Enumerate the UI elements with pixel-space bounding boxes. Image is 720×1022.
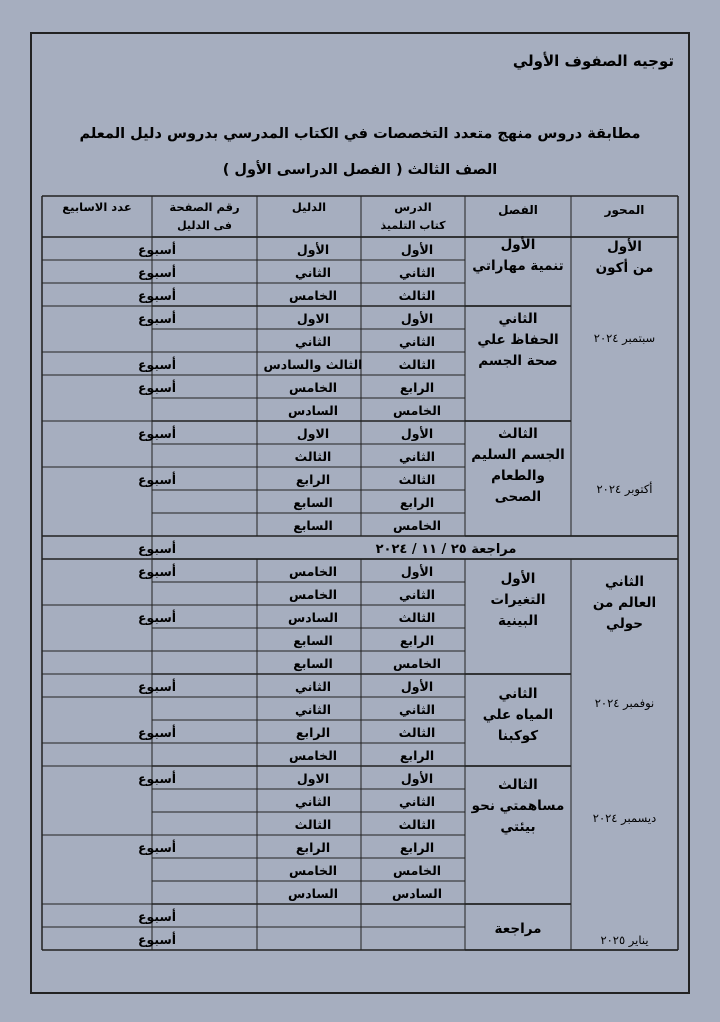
week-count: أسبوع	[138, 771, 177, 786]
week-count: أسبوع	[138, 472, 177, 487]
chapter-title: مساهمتي نحو	[471, 798, 565, 814]
guide-lesson: الثاني	[294, 679, 332, 694]
guide-lesson: الثاني	[294, 702, 332, 717]
chapter-title: الجسم السليم	[471, 447, 565, 463]
chapter-title: والطعام	[491, 468, 545, 484]
student-book-lesson: الرابع	[399, 840, 435, 855]
axis-title: الأول	[607, 239, 642, 255]
column-header-page: فى الدليل	[177, 219, 232, 232]
column-header-guide: الدليل	[291, 200, 327, 214]
month-label: سبتمبر ٢٠٢٤	[593, 331, 656, 345]
guide-lesson: السادس	[287, 886, 339, 901]
guide-lesson: الثالث	[294, 817, 332, 832]
chapter-title: الأول	[500, 237, 536, 253]
guide-lesson: الخامس	[288, 564, 338, 579]
chapter-title: الصحى	[494, 489, 542, 505]
student-book-lesson: الخامس	[392, 656, 442, 671]
guide-lesson: الرابع	[295, 725, 331, 740]
chapter-title: الأول	[500, 571, 536, 587]
guide-lesson: الاول	[296, 311, 330, 326]
student-book-lesson: الأول	[400, 771, 434, 786]
guide-lesson: الاول	[296, 771, 330, 786]
guide-lesson: الرابع	[295, 840, 331, 855]
week-count: أسبوع	[138, 242, 177, 257]
month-label: أكتوبر ٢٠٢٤	[596, 482, 653, 496]
column-header-chapter: الفصل	[498, 203, 538, 217]
column-header-page: رقم الصفحة	[169, 200, 240, 214]
student-book-lesson: الثالث	[398, 725, 436, 740]
week-count: أسبوع	[138, 725, 177, 740]
month-label: يناير ٢٠٢٥	[600, 933, 649, 947]
student-book-lesson: الرابع	[399, 495, 435, 510]
chapter-title: التغيرات	[490, 592, 546, 608]
student-book-lesson: الأول	[400, 564, 434, 579]
axis-title: الثاني	[604, 574, 645, 590]
column-header-lesson: الدرس	[394, 200, 432, 214]
column-header-axis: المحور	[604, 203, 645, 217]
guide-lesson: السادس	[287, 403, 339, 418]
guide-lesson: الثاني	[294, 334, 332, 349]
week-count: أسبوع	[138, 380, 177, 395]
student-book-lesson: الثاني	[398, 265, 436, 280]
guide-lesson: الرابع	[295, 472, 331, 487]
week-count: أسبوع	[138, 311, 177, 326]
chapter-title: صحة الجسم	[478, 353, 558, 369]
student-book-lesson: الأول	[400, 679, 434, 694]
student-book-lesson: الثالث	[398, 817, 436, 832]
student-book-lesson: الثالث	[398, 472, 436, 487]
chapter-title: تنمية مهاراتي	[472, 258, 564, 274]
chapter-title: البينية	[498, 613, 538, 629]
week-count: أسبوع	[138, 909, 177, 924]
student-book-lesson: الثالث	[398, 610, 436, 625]
week-count: أسبوع	[138, 932, 177, 947]
column-header-lesson: كتاب التلميذ	[380, 219, 446, 232]
student-book-lesson: الثاني	[398, 449, 436, 464]
chapter-title: الحفاظ علي	[477, 332, 559, 348]
student-book-lesson: الثاني	[398, 334, 436, 349]
guide-lesson: السابع	[293, 518, 333, 533]
student-book-lesson: الخامس	[392, 403, 442, 418]
supervision-title: توجيه الصفوف الأولي	[512, 52, 674, 70]
week-count: أسبوع	[138, 426, 177, 441]
student-book-lesson: الثاني	[398, 702, 436, 717]
guide-lesson: الأول	[296, 242, 330, 257]
chapter-title: المياه علي	[482, 707, 554, 723]
guide-lesson: الخامس	[288, 288, 338, 303]
chapter-title: الثالث	[498, 426, 538, 442]
guide-lesson: السابع	[293, 633, 333, 648]
axis-title: من أكون	[595, 260, 654, 276]
axis-title: العالم من	[592, 595, 657, 611]
month-label: ديسمبر ٢٠٢٤	[592, 811, 657, 825]
student-book-lesson: الأول	[400, 426, 434, 441]
week-count: أسبوع	[138, 840, 177, 855]
student-book-lesson: الثالث	[398, 357, 436, 372]
chapter-title: الثاني	[498, 686, 538, 702]
grade-semester-title: الصف الثالث ( الفصل الدراسى الأول )	[222, 162, 498, 178]
guide-lesson: السابع	[293, 656, 333, 671]
guide-lesson: الثالث	[294, 449, 332, 464]
week-count: أسبوع	[138, 265, 177, 280]
month-label: نوفمبر ٢٠٢٤	[594, 696, 655, 710]
week-count: أسبوع	[138, 564, 177, 579]
chapter-title: بيئتي	[500, 819, 536, 835]
guide-lesson: الثاني	[294, 794, 332, 809]
guide-lesson: الخامس	[288, 748, 338, 763]
student-book-lesson: الرابع	[399, 380, 435, 395]
student-book-lesson: الرابع	[399, 633, 435, 648]
guide-lesson: الاول	[296, 426, 330, 441]
chapter-title: مراجعة	[494, 921, 542, 937]
week-count: أسبوع	[138, 357, 177, 372]
chapter-title: الثالث	[498, 777, 538, 793]
student-book-lesson: الخامس	[392, 863, 442, 878]
student-book-lesson: الأول	[400, 242, 434, 257]
guide-lesson: الثاني	[294, 265, 332, 280]
student-book-lesson: الثاني	[398, 587, 436, 602]
guide-lesson: الخامس	[288, 587, 338, 602]
week-count: أسبوع	[138, 610, 177, 625]
column-header-weeks: عدد الاسابيع	[62, 200, 132, 214]
student-book-lesson: الرابع	[399, 748, 435, 763]
week-count: أسبوع	[138, 541, 177, 556]
student-book-lesson: الخامس	[392, 518, 442, 533]
guide-lesson: السابع	[293, 495, 333, 510]
week-count: أسبوع	[138, 679, 177, 694]
student-book-lesson: الثالث	[398, 288, 436, 303]
chapter-title: الثاني	[498, 311, 538, 327]
guide-lesson: الثالث والسادس	[263, 357, 363, 372]
guide-lesson: الخامس	[288, 380, 338, 395]
document-title: مطابقة دروس منهج متعدد التخصصات في الكتاب المدرسي بدروس دليل المعلم	[79, 126, 641, 142]
student-book-lesson: الأول	[400, 311, 434, 326]
student-book-lesson: السادس	[391, 886, 443, 901]
guide-lesson: الخامس	[288, 863, 338, 878]
chapter-title: كوكبنا	[497, 728, 539, 744]
student-book-lesson: الثاني	[398, 794, 436, 809]
review-date: مراجعة ٢٥ / ١١ / ٢٠٢٤	[375, 542, 517, 557]
axis-title: حولي	[606, 616, 643, 632]
guide-lesson: السادس	[287, 610, 339, 625]
week-count: أسبوع	[138, 288, 177, 303]
